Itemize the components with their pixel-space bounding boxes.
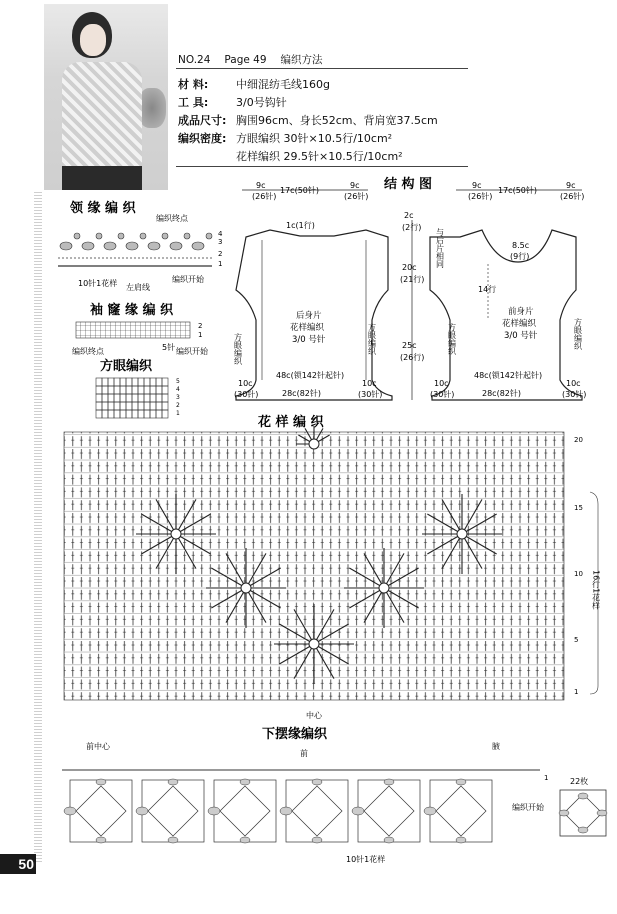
front-dims xyxy=(456,181,584,201)
density-label: 编织密度: xyxy=(178,132,227,145)
mesh-cell xyxy=(138,394,144,402)
svg-text:17c(50针): 17c(50针) xyxy=(498,186,537,195)
mesh-cell xyxy=(126,394,132,402)
mesh-cell xyxy=(96,402,102,410)
armhole-chart xyxy=(76,322,190,338)
mesh-cell xyxy=(162,410,168,418)
svg-text:9c: 9c xyxy=(566,181,576,190)
collar-fan xyxy=(104,242,116,250)
hem-square xyxy=(286,780,348,842)
svg-text:5: 5 xyxy=(176,378,180,385)
tool-label: 工 具: xyxy=(178,96,209,109)
front-same: 与后片相同 xyxy=(435,228,445,268)
mesh-cell xyxy=(138,378,144,386)
mesh-cell xyxy=(138,386,144,394)
mesh-cell xyxy=(156,386,162,394)
mesh-cell xyxy=(150,402,156,410)
svg-text:4: 4 xyxy=(176,386,180,393)
front-bl-s: (30针) xyxy=(430,390,455,399)
svg-text:25c: 25c xyxy=(402,341,417,350)
svg-text:(26针): (26针) xyxy=(560,192,585,201)
svg-text:15: 15 xyxy=(574,504,583,512)
mesh-cell xyxy=(126,410,132,418)
back-name: 后身片 xyxy=(296,311,322,321)
collar-picot xyxy=(206,233,212,239)
collar-fan xyxy=(82,242,94,250)
front-br-s: (30针) xyxy=(562,390,587,399)
structure-title: 结 构 图 xyxy=(384,177,433,192)
mesh-cell xyxy=(102,410,108,418)
mesh-cell xyxy=(156,402,162,410)
collar-picot xyxy=(96,233,102,239)
mesh-cell xyxy=(108,410,114,418)
pattern-title: 花 样 编 织 xyxy=(258,415,324,430)
front-bottom2: 28c(82针) xyxy=(482,389,521,398)
hem-start: 编织开始 xyxy=(512,803,544,812)
back-side-l: 方眼编织 xyxy=(233,333,243,365)
page-ref: Page 49 xyxy=(224,54,267,66)
svg-text:2c: 2c xyxy=(404,211,414,220)
collar-picot xyxy=(140,233,146,239)
mesh-cell xyxy=(108,394,114,402)
density-pattern: 花样编织 29.5针×10.5行/10cm² xyxy=(236,150,403,163)
hem-title: 下摆缘编织 xyxy=(262,727,328,742)
front-rows: 14行 xyxy=(478,285,497,294)
mesh-cell xyxy=(126,378,132,386)
hem-chart xyxy=(62,770,540,843)
mesh-cell xyxy=(120,386,126,394)
front-bottom: 48c(锁142针起针) xyxy=(474,371,543,380)
mesh-cell xyxy=(102,378,108,386)
collar-picot xyxy=(74,233,80,239)
back-hook: 3/0 号针 xyxy=(292,335,326,345)
pattern-repeat: 16行1花样 xyxy=(591,570,601,610)
front-hook: 3/0 号针 xyxy=(504,331,538,341)
mesh-cell xyxy=(150,394,156,402)
mesh-cell xyxy=(162,386,168,394)
front-neck-s: (9行) xyxy=(510,252,530,261)
armhole-row-labels xyxy=(198,322,202,339)
svg-text:4: 4 xyxy=(218,230,223,238)
front-name: 前身片 xyxy=(508,307,534,317)
mesh-cell xyxy=(114,402,120,410)
front-side-l: 方眼编织 xyxy=(447,323,457,355)
back-top-left-s: (26针) xyxy=(252,192,277,201)
motif-sample-detail xyxy=(559,793,607,833)
front-side-r: 方眼编织 xyxy=(573,318,583,350)
collar-start: 编织开始 xyxy=(172,275,204,284)
mesh-cell xyxy=(150,378,156,386)
svg-text:20c: 20c xyxy=(402,263,417,272)
mesh-cell xyxy=(150,386,156,394)
armhole-start: 编织开始 xyxy=(176,347,208,356)
mesh-cell xyxy=(108,386,114,394)
mesh-cell xyxy=(96,378,102,386)
pattern-center: 中心 xyxy=(306,711,322,720)
mesh-cell xyxy=(156,378,162,386)
density-mesh: 方眼编织 30针×10.5行/10cm² xyxy=(236,132,393,145)
hem-row: 1 xyxy=(544,774,549,782)
mesh-cell xyxy=(114,394,120,402)
svg-text:3: 3 xyxy=(218,238,223,246)
page-number: 50 xyxy=(0,854,36,874)
mesh-cell xyxy=(120,394,126,402)
mesh-cell xyxy=(138,410,144,418)
material-value: 中细混纺毛线160g xyxy=(236,78,330,91)
mesh-cell xyxy=(96,394,102,402)
armhole-end: 编织终点 xyxy=(72,347,104,356)
mesh-cell xyxy=(120,378,126,386)
hem-side: 腋 xyxy=(492,742,500,751)
mesh-cell xyxy=(162,378,168,386)
mesh-cell xyxy=(108,378,114,386)
back-neck: 1c(1行) xyxy=(286,221,315,230)
mesh-cell xyxy=(114,386,120,394)
mesh-cell xyxy=(114,378,120,386)
mesh-cell xyxy=(126,386,132,394)
svg-text:1: 1 xyxy=(176,410,180,417)
mesh-cell xyxy=(144,378,150,386)
mesh-cell xyxy=(162,394,168,402)
back-bottom2: 28c(82针) xyxy=(282,389,321,398)
collar-picot xyxy=(184,233,190,239)
svg-text:20: 20 xyxy=(574,436,583,444)
back-right-dims xyxy=(400,211,424,400)
svg-text:(2行): (2行) xyxy=(402,223,422,232)
armhole-stitches: 5针 xyxy=(162,343,176,352)
mesh-cell xyxy=(132,378,138,386)
mesh-cell xyxy=(96,386,102,394)
svg-text:1: 1 xyxy=(198,331,203,339)
mesh-cell xyxy=(132,386,138,394)
pattern-number: NO.24 xyxy=(178,54,211,66)
hem-front: 前 xyxy=(300,749,308,758)
svg-text:2: 2 xyxy=(198,322,203,330)
mesh-cell xyxy=(144,410,150,418)
mesh-cell xyxy=(150,410,156,418)
mesh-row-labels xyxy=(176,378,180,417)
tool-value: 3/0号钩针 xyxy=(236,96,287,109)
collar-fan xyxy=(148,242,160,250)
svg-text:(26针): (26针) xyxy=(468,192,493,201)
collar-repeat: 10针1花样 xyxy=(78,279,118,288)
back-top-right-s: (26针) xyxy=(344,192,369,201)
back-top-mid: 17c(50针) xyxy=(280,186,319,195)
collar-row-labels xyxy=(218,230,223,268)
collar-fan xyxy=(192,242,204,250)
hem-square xyxy=(142,780,204,842)
mesh-cell xyxy=(132,402,138,410)
mesh-cell xyxy=(102,386,108,394)
material-label: 材 料: xyxy=(178,78,209,91)
collar-title: 领 缘 编 织 xyxy=(70,201,136,216)
size-label: 成品尺寸: xyxy=(178,114,227,127)
back-side-r: 方眼编织 xyxy=(367,323,377,355)
back-bl-s: (30针) xyxy=(234,390,259,399)
hem-square xyxy=(214,780,276,842)
pattern-row-labels xyxy=(574,436,583,696)
back-top-right: 9c xyxy=(350,181,360,190)
mesh-cell xyxy=(102,402,108,410)
back-bl: 10c xyxy=(238,379,253,388)
front-br: 10c xyxy=(566,379,581,388)
svg-text:9c: 9c xyxy=(472,181,482,190)
svg-text:(26行): (26行) xyxy=(400,353,425,362)
mesh-chart xyxy=(96,378,168,418)
mesh-cell xyxy=(156,394,162,402)
mesh-cell xyxy=(120,410,126,418)
mesh-cell xyxy=(114,410,120,418)
hem-square xyxy=(430,780,492,842)
mesh-cell xyxy=(144,386,150,394)
armhole-title: 袖 窿 缘 编 织 xyxy=(90,303,174,318)
svg-text:1: 1 xyxy=(574,688,579,696)
mesh-cell xyxy=(108,402,114,410)
hem-motifs: 22枚 xyxy=(570,777,589,786)
front-neck: 8.5c xyxy=(512,241,530,250)
back-br-s: (30针) xyxy=(358,390,383,399)
mesh-cell xyxy=(156,410,162,418)
back-top-left: 9c xyxy=(256,181,266,190)
mesh-cell xyxy=(132,394,138,402)
mesh-cell xyxy=(144,394,150,402)
svg-text:3: 3 xyxy=(176,394,180,401)
collar-fan xyxy=(60,242,72,250)
collar-end: 编织终点 xyxy=(156,214,188,223)
collar-picot xyxy=(162,233,168,239)
mesh-cell xyxy=(138,402,144,410)
svg-text:2: 2 xyxy=(176,402,180,409)
back-dims xyxy=(242,181,368,201)
collar-fan xyxy=(170,242,182,250)
hem-front-center: 前中心 xyxy=(86,742,110,751)
back-pattern: 花样编织 xyxy=(290,323,325,333)
mesh-title: 方眼编织 xyxy=(100,359,153,374)
mesh-cell xyxy=(96,410,102,418)
mesh-cell xyxy=(120,402,126,410)
front-bl: 10c xyxy=(434,379,449,388)
hem-square xyxy=(70,780,132,842)
collar-shoulder: 左肩线 xyxy=(126,283,150,292)
mesh-cell xyxy=(102,394,108,402)
mesh-cell xyxy=(132,410,138,418)
back-bottom: 48c(锁142针起针) xyxy=(276,371,345,380)
mesh-cell xyxy=(162,402,168,410)
svg-text:(21行): (21行) xyxy=(400,275,425,284)
svg-text:10: 10 xyxy=(574,570,583,578)
collar-picot xyxy=(118,233,124,239)
svg-text:5: 5 xyxy=(574,636,579,644)
hem-square xyxy=(358,780,420,842)
svg-text:1: 1 xyxy=(218,260,223,268)
mesh-cell xyxy=(126,402,132,410)
svg-text:2: 2 xyxy=(218,250,223,258)
mesh-cell xyxy=(144,402,150,410)
back-br: 10c xyxy=(362,379,377,388)
size-value: 胸围96cm、身长52cm、背肩宽37.5cm xyxy=(236,114,438,127)
collar-chart xyxy=(58,233,212,266)
collar-fan xyxy=(126,242,138,250)
method-title: 编织方法 xyxy=(280,54,323,66)
hem-repeat: 10针1花样 xyxy=(346,855,386,864)
front-pattern: 花样编织 xyxy=(502,319,537,329)
